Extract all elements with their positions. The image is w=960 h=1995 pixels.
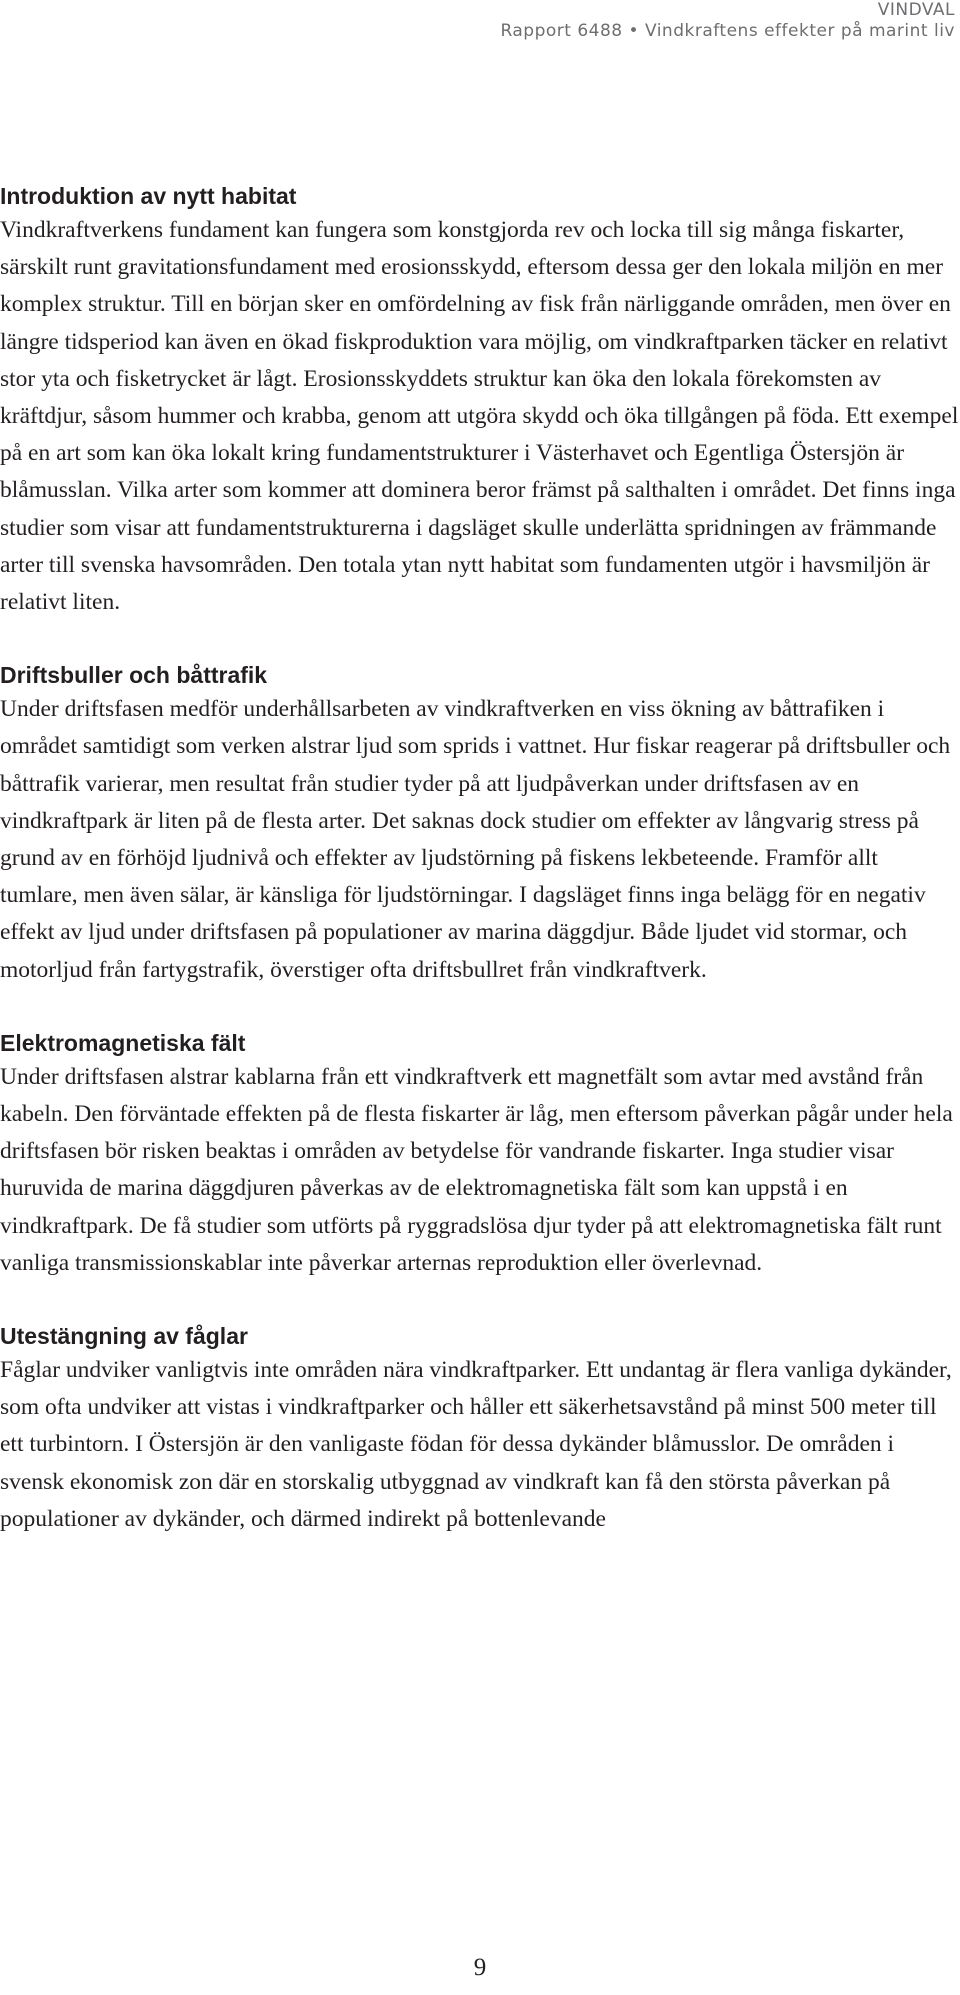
- section-operational-noise: [0, 659, 960, 989]
- section-heading: Elektromagnetiska fält: [0, 1029, 246, 1056]
- section-paragraph: Vindkraftverkens fundament kan fungera som konstgjorda rev och locka till sig många fiskarter, särskilt runt gravitationsfundament med erosionsskydd, eftersom dessa ger den lokala miljön en mer komplex struktur. Till en början sker en omfördelning av fisk från närliggande områden, men över en längre tidsperiod kan även en ökad fiskproduktion vara möjlig, om vindkraftparken täcker en relativt stor yta och fisketrycket är lågt. Erosionsskyddets struktur kan öka den lokala förekomsten av kräftdjur, såsom hummer och krabba, genom att utgöra skydd och öka tillgången på föda. Ett exempel på en art som kan öka lokalt kring fundamentstrukturer i Västerhavet och Egentliga Östersjön är blåmusslan. Vilka arter som kommer att dominera beror främst på salthalten i området. Det finns inga studier som visar att fundamentstrukturerna i dagsläget skulle underlätta spridningen av främmande arter till svenska havsområden. Den totala ytan nytt habitat som fundamenten utgör i havsmiljön är relativt liten.: [0, 217, 959, 616]
- section-paragraph: Under driftsfasen medför underhållsarbeten av vindkraftverken en viss ökning av båttrafiken i området samtidigt som verken alstrar ljud som sprids i vattnet. Hur fiskar reagerar på driftsbuller och båttrafik varierar, men resultat från studier tyder på att ljudpåverkan under driftsfasen av en vindkraftpark är liten på de flesta arter. Det saknas dock studier om effekter av långvarig stress på grund av en förhöjd ljudnivå och effekter av ljudstörning på fiskens lekbeteende. Framför allt tumlare, men även sälar, är känsliga för ljudstörningar. I dagsläget finns inga belägg för en negativ effekt av ljud under driftsfasen på populationer av marina däggdjur. Både ljudet vid stormar, och motorljud från fartygstrafik, överstiger ofta driftsbullret från vindkraftverk.: [0, 696, 951, 983]
- running-header: [500, 0, 955, 42]
- series-title: VINDVAL: [877, 0, 955, 20]
- section-paragraph: Under driftsfasen alstrar kablarna från ett vindkraftverk ett magnetfält som avtar med avstånd från kabeln. Den förväntade effekten på de flesta fiskarter är låg, men eftersom påverkan pågår under hela driftsfasen bör risken beaktas i områden av betydelse för vandrande fiskarter. Inga studier visar huruvida de marina däggdjuren påverkas av de elektromagnetiska fält som kan uppstå i en vindkraftpark. De få studier som utförts på ryggradslösa djur tyder på att elektromagnetiska fält runt vanliga transmissionskablar inte påverkar arternas reproduktion eller överlevnad.: [0, 1063, 953, 1276]
- page-number: 9: [473, 1954, 487, 1981]
- section-heading: Utestängning av fåglar: [0, 1323, 248, 1350]
- section-heading: Driftsbuller och båttrafik: [0, 662, 268, 689]
- section-electromagnetic-fields: [0, 1027, 960, 1282]
- section-heading: Introduktion av nytt habitat: [0, 183, 297, 209]
- report-title: Rapport 6488 • Vindkraftens effekter på marint liv: [500, 21, 955, 41]
- page-content: [0, 180, 960, 1538]
- section-new-habitat: [0, 180, 960, 621]
- section-bird-exclusion: [0, 1320, 960, 1538]
- section-paragraph: Fåglar undviker vanligtvis inte områden nära vindkraftparker. Ett undantag är flera vanliga dykänder, som ofta undviker att vistas i vindkraftparker och håller ett säkerhetsavstånd på minst 500 meter till ett turbintorn. I Östersjön är den vanligaste födan för dessa dykänder blåmusslor. De områden i svensk ekonomisk zon där en storskalig utbyggnad av vindkraft kan få den största påverkan på populationer av dykänder, och därmed indirekt på bottenlevande: [0, 1357, 952, 1532]
